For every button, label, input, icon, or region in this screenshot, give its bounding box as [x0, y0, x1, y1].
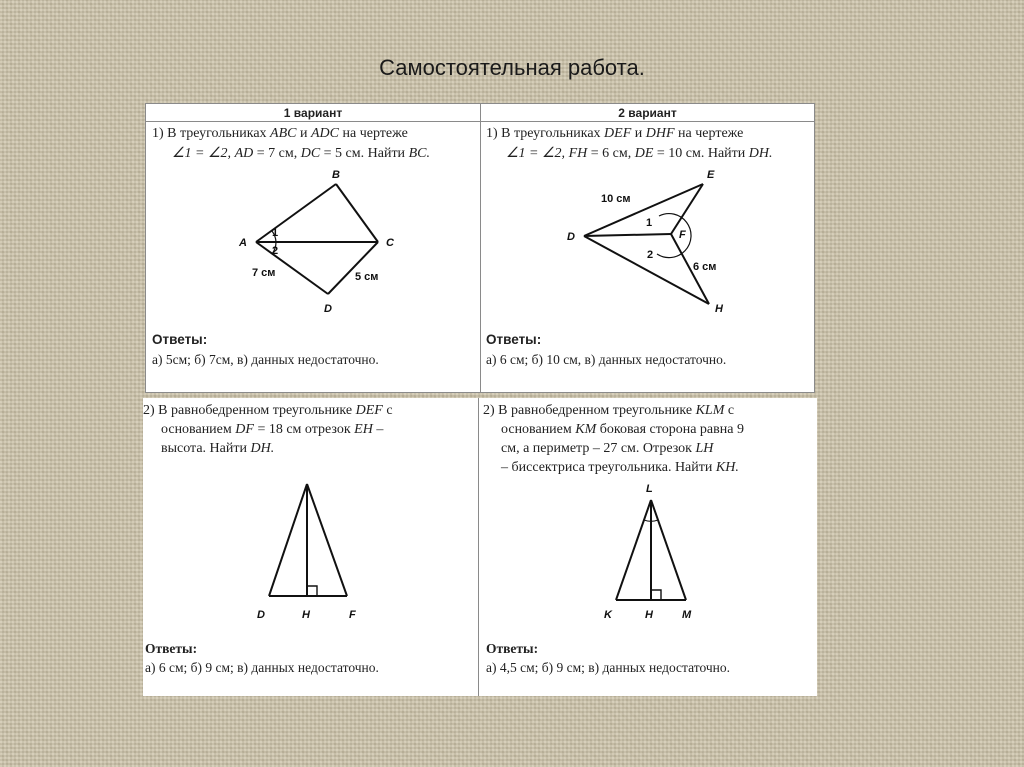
v1-isosceles-figure [143, 476, 473, 626]
v2-length-de: 10 см [601, 193, 631, 205]
v2-label-H2: H [645, 609, 653, 621]
v1-answers2-text: а) 6 см; б) 9 см; в) данных недостаточно. [145, 660, 379, 675]
v1-label-B: B [332, 169, 340, 181]
v1-length-ad: 7 см [252, 267, 276, 279]
slide-title: Самостоятельная работа. [379, 55, 645, 80]
v2-label-M: M [682, 609, 692, 621]
v1-answers2-label: Ответы: [145, 641, 198, 656]
v1-label-C: C [386, 237, 394, 249]
v2-angle-2: 2 [647, 249, 654, 261]
v1-answers2 [145, 639, 475, 677]
task2-table [143, 398, 817, 696]
v2-label-L: L [646, 483, 653, 495]
v1-answers1-text: а) 5см; б) 7см, в) данных недостаточно. [152, 352, 379, 367]
v1-label-D2: D [257, 609, 265, 621]
v2-isosceles-figure [478, 478, 808, 628]
v2-answers1 [486, 330, 812, 370]
v2-answers1-text: а) 6 см; б) 10 см, в) данных недостаточно. [486, 352, 727, 367]
v1-label-F: F [349, 609, 356, 621]
variant-2-header: 2 вариант [481, 104, 814, 122]
v2-answers2-text: а) 4,5 см; б) 9 см; в) данных недостаточно. [486, 660, 731, 675]
v1-angle-2: 2 [272, 245, 279, 257]
v2-task1-text: 1) В треугольниках DEF и DHF на чертеже ∠1 = ∠2, FH = 6 см, DE = 10 см. Найти DH. [486, 126, 773, 161]
v2-answers2 [486, 639, 812, 677]
v1-label-A: A [239, 237, 247, 249]
v1-answers1-label: Ответы: [152, 332, 208, 347]
v1-angle-1: 1 [272, 227, 279, 239]
variant-1-header: 1 вариант [146, 104, 480, 122]
v2-task2-text: 2) В равнобедренном треугольнике KLM с основанием KM боковая сторона равна 9 см, а периметр – 27 см. Отрезок LH – биссектриса треугольника. Найти KH. [483, 403, 744, 475]
task1-table [145, 103, 815, 393]
v2-answers2-label: Ответы: [486, 641, 539, 656]
v1-quadrilateral-figure [146, 164, 480, 314]
v1-label-H: H [302, 609, 310, 621]
v1-label-D: D [324, 303, 332, 315]
v2-length-fh: 6 см [693, 261, 717, 273]
v2-label-E: E [707, 169, 715, 181]
v2-label-H: H [715, 303, 723, 315]
v1-answers1 [152, 330, 478, 370]
v2-angle-1: 1 [646, 217, 653, 229]
v1-length-dc: 5 см [355, 271, 379, 283]
v1-task2-text: 2) В равнобедренном треугольнике DEF с основанием DF = 18 см отрезок EH – высота. Найти DH. [143, 403, 393, 456]
v2-label-F: F [679, 229, 686, 241]
v1-task1-text: 1) В треугольниках ABC и ADC на чертеже ∠1 = ∠2, AD = 7 см, DC = 5 см. Найти BC. [152, 126, 430, 161]
v2-answers1-label: Ответы: [486, 332, 542, 347]
v2-label-K: K [604, 609, 612, 621]
v2-label-D: D [567, 231, 575, 243]
v2-concave-figure [481, 164, 815, 314]
